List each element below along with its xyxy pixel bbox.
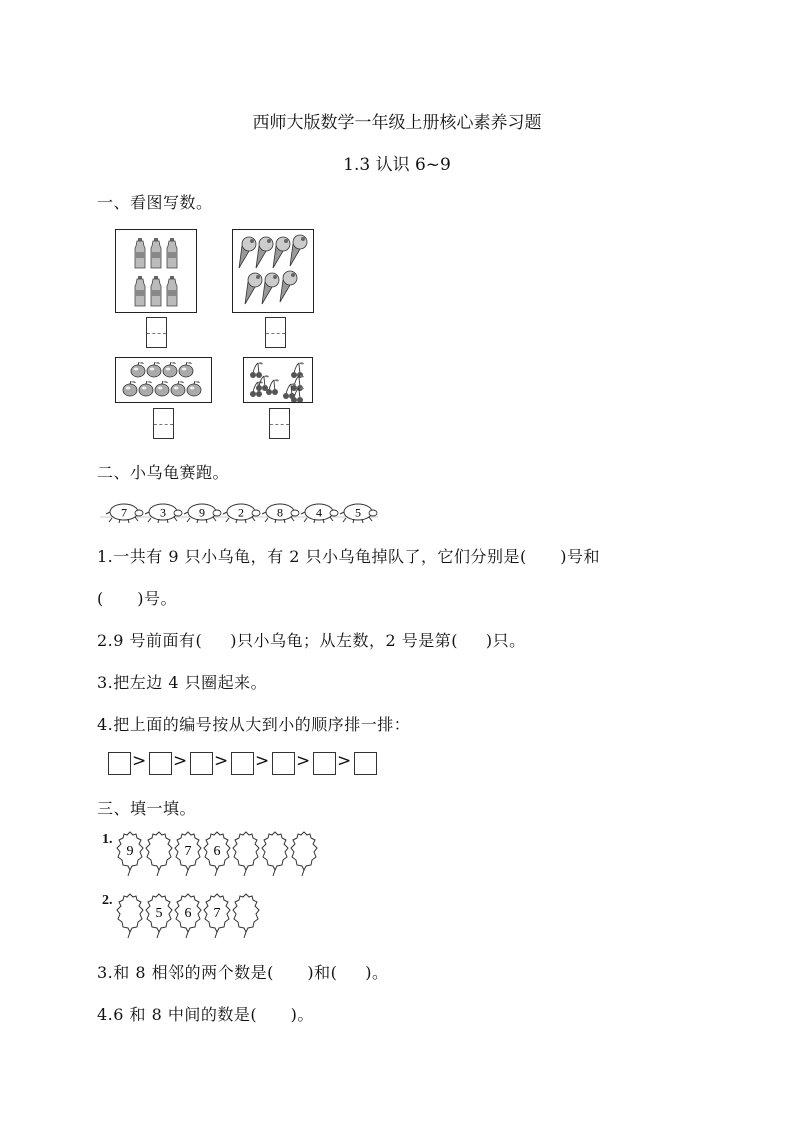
leaf-row-1-label: 1.	[102, 832, 113, 847]
picture-apples	[115, 357, 212, 403]
order-box-4[interactable]	[231, 752, 254, 775]
turtle-number: 2	[238, 505, 244, 520]
answer-box-2[interactable]	[265, 317, 286, 348]
section2-q2: 2.9 号前面有( )只小乌龟；从左数，2 号是第( )只。	[97, 631, 526, 650]
section1-heading: 一、看图写数。	[97, 193, 213, 212]
section2-heading: 二、小乌龟赛跑。	[97, 463, 230, 482]
bottle-icon	[116, 230, 196, 312]
answer-box-1[interactable]	[146, 317, 167, 348]
turtle-8	[262, 504, 299, 523]
leaf-6[interactable]	[262, 832, 288, 876]
turtle-7	[106, 504, 143, 523]
leaf-2	[146, 894, 172, 938]
greater-than-sign: >	[214, 751, 229, 771]
leaf-4	[204, 832, 230, 876]
page-subtitle: 1.3 认识 6~9	[343, 155, 451, 175]
leaf-3	[175, 894, 201, 938]
order-box-6[interactable]	[313, 752, 336, 775]
picture-cherries	[243, 357, 313, 403]
order-box-2[interactable]	[149, 752, 172, 775]
turtle-number: 4	[316, 505, 322, 520]
turtle-9	[184, 504, 221, 523]
leaf-2[interactable]	[146, 832, 172, 876]
section2-q1-line1: 1.一共有 9 只小乌龟，有 2 只小乌龟掉队了，它们分别是( )号和	[97, 547, 600, 566]
picture-ice-creams	[232, 229, 314, 313]
section2-q1-line2: ( )号。	[97, 589, 178, 608]
order-box-1[interactable]	[108, 752, 131, 775]
leaf-7[interactable]	[291, 832, 317, 876]
leaf-row-1	[113, 828, 333, 878]
leaf-row-2-label: 2.	[102, 893, 113, 908]
section3-heading: 三、填一填。	[97, 799, 197, 818]
leaf-4	[204, 894, 230, 938]
section3-q3: 3.和 8 相邻的两个数是( )和( )。	[97, 963, 389, 982]
leaf-1[interactable]	[117, 894, 143, 938]
greater-than-sign: >	[173, 751, 188, 771]
turtle-2	[223, 504, 260, 523]
turtle-5	[340, 504, 377, 523]
turtle-number: 8	[277, 505, 283, 520]
turtle-number: 7	[121, 505, 127, 520]
order-box-7[interactable]	[354, 752, 377, 775]
answer-box-3[interactable]	[153, 408, 174, 439]
cherry-icon	[244, 358, 312, 402]
leaf-1	[117, 832, 143, 876]
turtle-number: 3	[160, 505, 166, 520]
page-title: 西师大版数学一年级上册核心素养习题	[252, 113, 542, 133]
greater-than-sign: >	[255, 751, 270, 771]
leaf-number: 7	[184, 844, 192, 859]
leaf-number: 6	[184, 906, 192, 921]
order-box-3[interactable]	[190, 752, 213, 775]
turtle-4	[301, 504, 338, 523]
turtle-race	[100, 500, 380, 528]
turtle-number: 9	[199, 505, 205, 520]
leaf-number: 5	[155, 906, 163, 921]
leaf-5[interactable]	[233, 832, 259, 876]
greater-than-sign: >	[337, 751, 352, 771]
leaf-number: 6	[213, 844, 221, 859]
section3-q4: 4.6 和 8 中间的数是( )。	[97, 1005, 314, 1024]
turtle-3	[145, 504, 182, 523]
leaf-number: 9	[126, 844, 134, 859]
apple-icon	[116, 358, 211, 402]
answer-box-4[interactable]	[269, 408, 290, 439]
order-box-5[interactable]	[272, 752, 295, 775]
section2-q4: 4.把上面的编号按从大到小的顺序排一排：	[97, 715, 411, 734]
leaf-number: 7	[213, 906, 221, 921]
leaf-5[interactable]	[233, 894, 259, 938]
greater-than-sign: >	[132, 751, 147, 771]
ice-cream-icon	[233, 230, 313, 312]
greater-than-sign: >	[296, 751, 311, 771]
leaf-3	[175, 832, 201, 876]
turtle-number: 5	[355, 505, 361, 520]
picture-bottles	[115, 229, 197, 313]
section2-q3: 3.把左边 4 只圈起来。	[97, 673, 268, 692]
leaf-row-2	[113, 890, 293, 940]
